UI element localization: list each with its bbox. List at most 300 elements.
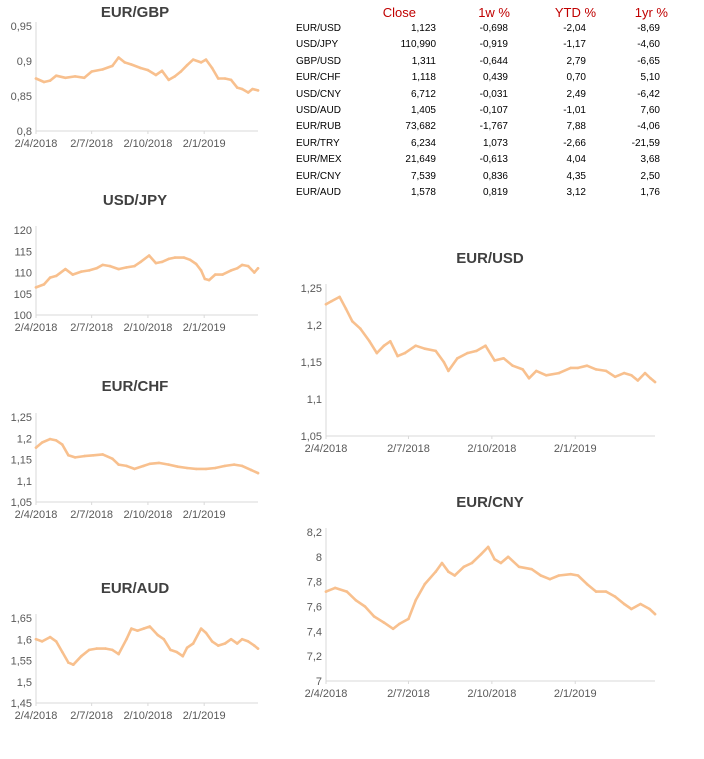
- y-tick-label: 115: [14, 246, 32, 259]
- data-point: [630, 374, 633, 377]
- data-point: [389, 340, 392, 343]
- x-tick-label: 2/4/2018: [304, 688, 348, 700]
- data-point: [530, 568, 533, 571]
- cell-pair: EUR/MEX: [296, 154, 342, 166]
- data-point: [183, 256, 186, 259]
- cell-pair: GBP/USD: [296, 55, 342, 67]
- y-tick-label: 1,45: [10, 698, 32, 710]
- data-point: [217, 644, 220, 647]
- x-tick-label: 2/1/2019: [182, 710, 226, 722]
- data-point: [502, 357, 505, 360]
- data-point: [654, 613, 657, 616]
- chart-svg: [0, 4, 270, 160]
- x-tick-label: 2/7/2018: [387, 443, 430, 455]
- table-row: [290, 87, 690, 103]
- data-point: [236, 642, 239, 645]
- x-tick-label: 2/4/2018: [14, 710, 58, 722]
- data-point: [247, 265, 250, 268]
- data-point: [443, 361, 446, 364]
- data-point: [123, 61, 126, 64]
- chart-eurchf: [0, 378, 270, 534]
- data-point: [180, 70, 183, 73]
- cell-pair: EUR/CHF: [296, 72, 341, 84]
- data-point: [325, 590, 328, 593]
- data-point: [396, 355, 399, 358]
- data-point: [35, 77, 38, 80]
- data-point: [230, 79, 233, 82]
- data-point: [35, 446, 38, 449]
- chart-title: USD/JPY: [102, 192, 168, 209]
- cell-1w: -0,031: [479, 88, 508, 100]
- data-point: [355, 599, 358, 602]
- chart-svg: [0, 378, 270, 534]
- data-point: [373, 615, 376, 618]
- cell-pair: USD/JPY: [296, 39, 339, 51]
- data-point: [540, 574, 543, 577]
- series-line: [326, 297, 655, 382]
- data-point: [83, 77, 86, 80]
- y-tick-label: 1,55: [10, 655, 32, 668]
- y-tick-label: 1,1: [306, 394, 322, 406]
- data-point: [49, 636, 52, 639]
- data-point: [174, 75, 177, 78]
- y-tick-label: 0,9: [16, 56, 32, 68]
- cell-pair: EUR/USD: [296, 23, 342, 34]
- data-point: [484, 344, 487, 347]
- cell-1w: 1,073: [482, 137, 508, 149]
- data-point: [158, 462, 161, 465]
- chart-title: EUR/CHF: [101, 378, 169, 395]
- y-tick-label: 1,25: [300, 283, 322, 295]
- cell-1yr: 5,10: [640, 72, 660, 84]
- data-point: [545, 374, 548, 377]
- cell-1yr: -6,65: [637, 55, 660, 67]
- y-tick-label: 1,5: [16, 676, 32, 689]
- data-point: [648, 608, 651, 611]
- data-point: [351, 320, 354, 323]
- data-point: [92, 454, 95, 457]
- data-point: [558, 574, 561, 577]
- y-tick-label: 1,65: [10, 613, 32, 625]
- table-row: [290, 103, 690, 119]
- y-tick-label: 100: [13, 310, 32, 322]
- data-point: [200, 61, 203, 64]
- data-point: [149, 625, 152, 628]
- data-point: [500, 562, 503, 565]
- header-1yr: 1yr %: [634, 5, 668, 20]
- data-point: [535, 370, 538, 373]
- data-point: [241, 465, 244, 468]
- cell-1yr: 3,68: [640, 154, 660, 166]
- data-point: [518, 566, 521, 569]
- data-point: [586, 364, 589, 367]
- series-line: [36, 58, 258, 93]
- y-tick-label: 7,8: [306, 576, 322, 589]
- x-tick-label: 2/7/2018: [70, 710, 114, 722]
- data-point: [177, 465, 180, 468]
- data-point: [511, 364, 514, 367]
- chart-eurgbp: [0, 4, 270, 160]
- data-point: [521, 368, 524, 371]
- data-point: [392, 628, 395, 631]
- cell-1w: 0,819: [482, 186, 508, 198]
- data-point: [221, 273, 224, 276]
- data-point: [117, 268, 120, 271]
- data-point: [398, 623, 401, 626]
- data-point: [41, 640, 44, 643]
- data-point: [434, 570, 437, 573]
- cell-pair: EUR/CNY: [296, 170, 342, 182]
- cell-1yr: -4,60: [637, 39, 660, 51]
- data-point: [80, 270, 83, 273]
- data-point: [167, 79, 170, 82]
- data-point: [214, 467, 217, 470]
- chart-svg: [290, 250, 690, 465]
- x-tick-label: 2/4/2018: [14, 322, 58, 334]
- data-point: [205, 468, 208, 471]
- cell-ytd: 3,12: [566, 186, 586, 198]
- data-point: [117, 56, 120, 59]
- data-point: [49, 276, 52, 279]
- data-point: [569, 367, 572, 370]
- data-point: [189, 259, 192, 262]
- x-tick-label: 2/10/2018: [123, 509, 173, 521]
- cell-pair: USD/AUD: [296, 104, 342, 116]
- data-point: [605, 370, 608, 373]
- data-point: [43, 283, 46, 286]
- data-point: [475, 350, 478, 353]
- y-tick-label: 7,2: [306, 651, 322, 664]
- data-point: [630, 608, 633, 611]
- data-point: [654, 381, 657, 384]
- data-point: [64, 77, 67, 80]
- cell-close: 1,311: [411, 55, 436, 67]
- x-tick-label: 2/1/2019: [182, 138, 226, 150]
- cell-1yr: -4,06: [637, 121, 660, 133]
- data-point: [148, 254, 151, 257]
- cell-close: 1,405: [410, 104, 436, 116]
- data-point: [117, 463, 120, 466]
- data-point: [74, 456, 77, 459]
- data-point: [90, 70, 93, 73]
- data-point: [139, 261, 142, 264]
- data-point: [161, 70, 164, 73]
- cell-ytd: -2,04: [563, 23, 586, 34]
- cell-close: 21,649: [405, 154, 436, 166]
- data-point: [155, 262, 158, 265]
- x-tick-label: 2/10/2018: [123, 138, 173, 150]
- data-point: [142, 627, 145, 630]
- data-point: [595, 590, 598, 593]
- y-tick-label: 1,15: [300, 357, 322, 369]
- data-point: [466, 352, 469, 355]
- data-point: [623, 372, 626, 375]
- data-point: [111, 457, 114, 460]
- data-point: [338, 296, 341, 299]
- y-tick-label: 1,2: [16, 433, 32, 446]
- data-point: [117, 653, 120, 656]
- y-tick-label: 1,25: [10, 412, 32, 424]
- data-point: [241, 264, 244, 267]
- data-point: [167, 463, 170, 466]
- chart-svg: [290, 494, 690, 709]
- data-point: [487, 546, 490, 549]
- series-line: [326, 547, 655, 629]
- data-point: [623, 603, 626, 606]
- data-point: [205, 632, 208, 635]
- cell-pair: USD/CNY: [296, 88, 342, 100]
- y-tick-label: 0,95: [10, 21, 32, 33]
- data-point: [247, 640, 250, 643]
- data-point: [549, 578, 552, 581]
- data-point: [156, 634, 159, 637]
- data-point: [376, 352, 379, 355]
- cell-1yr: 7,60: [640, 104, 660, 116]
- x-tick-label: 2/4/2018: [304, 443, 348, 455]
- data-point: [149, 463, 152, 466]
- table-row: [290, 136, 690, 152]
- cell-close: 6,234: [410, 137, 436, 149]
- data-point: [101, 264, 104, 267]
- cell-ytd: 2,79: [566, 55, 586, 67]
- data-point: [637, 379, 640, 382]
- data-point: [83, 455, 86, 458]
- data-point: [208, 279, 211, 282]
- cell-close: 7,539: [410, 170, 436, 182]
- data-point: [456, 357, 459, 360]
- data-point: [109, 265, 112, 268]
- y-tick-label: 0,85: [10, 91, 32, 103]
- data-point: [471, 562, 474, 565]
- data-point: [67, 661, 70, 664]
- x-tick-label: 2/7/2018: [387, 688, 430, 700]
- x-tick-label: 2/10/2018: [123, 710, 173, 722]
- y-tick-label: 1,2: [306, 320, 322, 332]
- data-point: [195, 468, 198, 471]
- y-tick-label: 1,05: [300, 431, 322, 443]
- data-point: [133, 265, 136, 268]
- data-point: [569, 573, 572, 576]
- data-point: [257, 89, 260, 92]
- data-point: [125, 465, 128, 468]
- x-tick-label: 2/4/2018: [14, 509, 58, 521]
- data-point: [233, 463, 236, 466]
- y-tick-label: 7: [315, 676, 322, 688]
- data-point: [61, 651, 64, 654]
- data-point: [35, 286, 38, 289]
- data-point: [174, 256, 177, 259]
- data-point: [142, 465, 145, 468]
- cell-close: 1,578: [410, 186, 436, 198]
- data-point: [507, 556, 510, 559]
- data-point: [330, 300, 333, 303]
- data-point: [253, 644, 256, 647]
- chart-svg: [0, 192, 270, 348]
- cell-ytd: 0,70: [566, 72, 586, 84]
- data-point: [334, 587, 337, 590]
- data-point: [250, 469, 253, 472]
- cell-ytd: -1,01: [563, 104, 586, 116]
- series-line: [36, 627, 258, 665]
- data-point: [241, 638, 244, 641]
- y-tick-label: 0,8: [16, 126, 32, 138]
- data-point: [614, 376, 617, 379]
- y-tick-label: 110: [14, 267, 32, 280]
- y-tick-label: 1,05: [10, 497, 32, 509]
- cell-1yr: -8,69: [637, 23, 660, 34]
- x-tick-label: 2/10/2018: [467, 443, 517, 455]
- data-point: [230, 269, 233, 272]
- data-point: [253, 271, 256, 274]
- data-point: [480, 553, 483, 556]
- y-tick-label: 8,2: [306, 527, 322, 539]
- data-point: [224, 642, 227, 645]
- table-row: [290, 54, 690, 70]
- data-point: [139, 67, 142, 70]
- x-tick-label: 2/10/2018: [123, 322, 173, 334]
- cell-ytd: -1,17: [563, 39, 586, 51]
- data-point: [55, 74, 58, 77]
- data-point: [182, 655, 185, 658]
- chart-eurcny: [290, 494, 690, 709]
- data-point: [224, 465, 227, 468]
- data-point: [200, 269, 203, 272]
- data-point: [161, 261, 164, 264]
- data-point: [257, 647, 260, 650]
- table-row: [290, 169, 690, 185]
- chart-title: EUR/CNY: [456, 494, 524, 511]
- data-point: [224, 77, 227, 80]
- x-tick-label: 2/4/2018: [14, 138, 58, 150]
- data-point: [167, 258, 170, 261]
- chart-svg: [0, 580, 270, 736]
- data-point: [383, 344, 386, 347]
- data-point: [577, 574, 580, 577]
- cell-pair: EUR/AUD: [296, 186, 342, 198]
- data-point: [111, 65, 114, 68]
- data-point: [236, 267, 239, 270]
- data-point: [163, 638, 166, 641]
- data-point: [577, 367, 580, 370]
- data-point: [195, 263, 198, 266]
- table-row: [290, 70, 690, 86]
- data-point: [61, 443, 64, 446]
- cell-1w: -1,767: [479, 121, 508, 133]
- data-point: [211, 640, 214, 643]
- data-point: [186, 646, 189, 649]
- data-point: [493, 359, 496, 362]
- data-point: [205, 58, 208, 61]
- data-point: [136, 629, 139, 632]
- series-line: [36, 256, 258, 288]
- data-point: [345, 307, 348, 310]
- data-point: [192, 642, 195, 645]
- data-point: [200, 627, 203, 630]
- data-point: [407, 618, 410, 621]
- cell-1w: -0,698: [479, 23, 508, 34]
- y-tick-label: 8: [315, 551, 322, 564]
- data-point: [434, 350, 437, 353]
- data-point: [101, 453, 104, 456]
- x-tick-label: 2/1/2019: [553, 688, 597, 700]
- data-point: [404, 352, 407, 355]
- y-tick-label: 1,15: [10, 454, 32, 467]
- data-point: [80, 655, 83, 658]
- data-point: [257, 472, 260, 475]
- x-tick-label: 2/1/2019: [182, 509, 226, 521]
- chart-eurusd: [290, 250, 690, 465]
- data-point: [43, 81, 46, 84]
- data-point: [204, 278, 207, 281]
- data-point: [192, 58, 195, 61]
- cell-1yr: -6,42: [637, 88, 660, 100]
- header-spacer: [290, 4, 356, 21]
- table-row: [290, 152, 690, 168]
- cell-pair: EUR/RUB: [296, 121, 342, 133]
- x-tick-label: 2/7/2018: [70, 138, 114, 150]
- data-point: [528, 377, 531, 380]
- data-point: [649, 377, 652, 380]
- data-point: [257, 267, 260, 270]
- data-point: [95, 267, 98, 270]
- data-point: [35, 638, 38, 641]
- cell-1yr: -21,59: [631, 137, 660, 149]
- header-1w: 1w %: [478, 5, 510, 20]
- cell-1w: 0,439: [482, 72, 508, 84]
- data-point: [639, 603, 642, 606]
- data-point: [447, 570, 450, 573]
- data-point: [463, 566, 466, 569]
- cell-ytd: -2,66: [563, 137, 586, 149]
- data-point: [424, 347, 427, 350]
- chart-title: EUR/AUD: [100, 580, 170, 597]
- data-point: [186, 467, 189, 470]
- y-tick-label: 120: [13, 225, 32, 237]
- data-point: [251, 88, 254, 91]
- data-point: [325, 303, 328, 306]
- cell-ytd: 4,04: [566, 154, 586, 166]
- data-point: [211, 67, 214, 70]
- cell-1w: -0,613: [479, 154, 508, 166]
- table-body: [290, 21, 690, 201]
- data-point: [217, 77, 220, 80]
- chart-title: EUR/GBP: [100, 4, 170, 21]
- cell-1yr: 2,50: [640, 170, 660, 182]
- data-point: [644, 372, 647, 375]
- data-point: [49, 79, 52, 82]
- data-point: [111, 649, 114, 652]
- data-point: [41, 441, 44, 444]
- chart-usdjpy: [0, 192, 270, 348]
- data-point: [175, 651, 178, 654]
- cell-pair: EUR/TRY: [296, 137, 340, 149]
- data-point: [125, 266, 128, 269]
- x-tick-label: 2/10/2018: [467, 688, 517, 700]
- data-point: [74, 75, 77, 78]
- y-tick-label: 1,1: [16, 475, 32, 488]
- data-point: [346, 590, 349, 593]
- data-point: [88, 269, 91, 272]
- data-point: [130, 627, 133, 630]
- cell-ytd: 4,35: [566, 170, 586, 182]
- data-point: [147, 69, 150, 72]
- x-tick-label: 2/1/2019: [182, 322, 226, 334]
- data-point: [424, 583, 427, 586]
- data-point: [364, 605, 367, 608]
- data-point: [155, 74, 158, 77]
- data-point: [71, 273, 74, 276]
- data-point: [55, 439, 58, 442]
